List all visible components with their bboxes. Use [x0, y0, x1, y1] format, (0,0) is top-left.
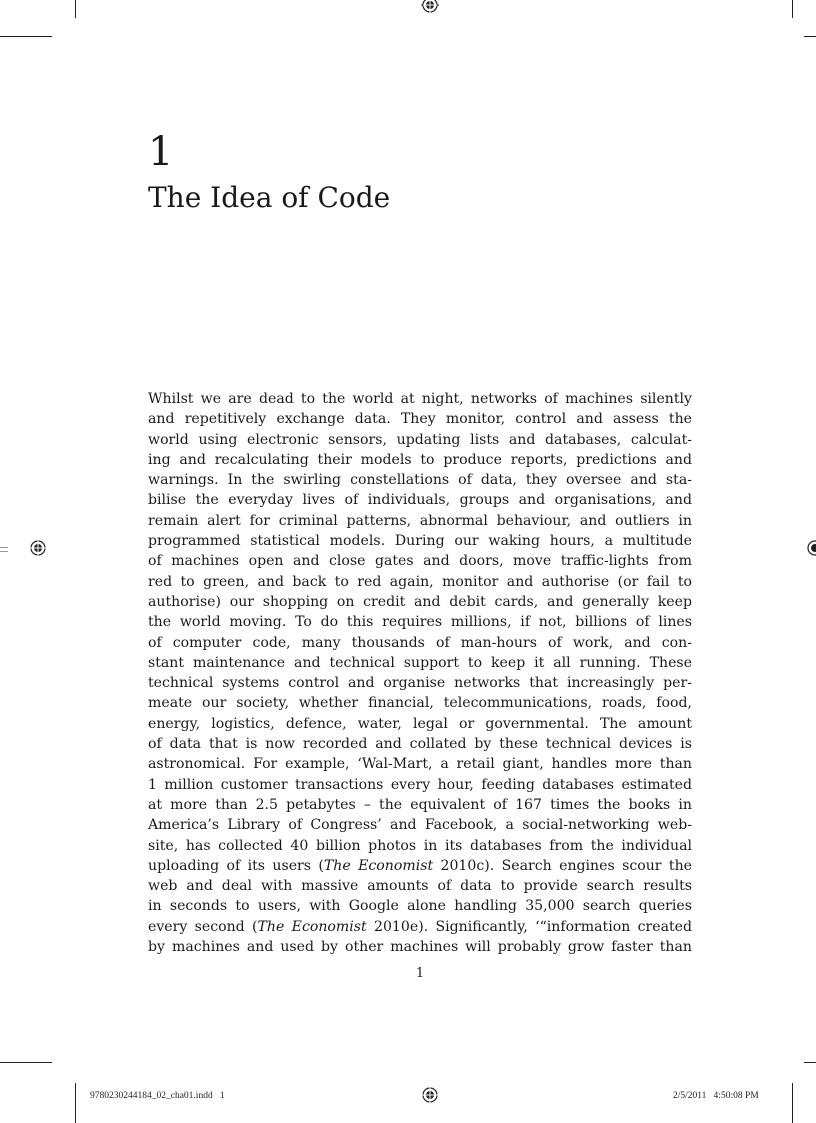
text-run: world using electronic sensors, updating lists and databases, calculat- [148, 431, 692, 448]
text-run: at more than 2.5 petabytes – the equivalent of 167 times the books in [148, 796, 692, 813]
text-run: authorise) our shopping on credit and debit cards, and generally keep [148, 593, 692, 610]
crop-mark [804, 36, 816, 37]
slug-filename: 9780230244184_02_cha01.indd 1 [90, 1091, 225, 1101]
crop-mark [75, 0, 76, 18]
text-line [148, 876, 692, 896]
text-run: technical systems control and organise networks that increasingly per- [148, 675, 692, 692]
text-line [148, 633, 692, 653]
crop-mark [0, 36, 52, 37]
text-line [148, 693, 692, 713]
text-run: 2010e). Significantly, ‘“information created [366, 918, 693, 935]
text-line [148, 714, 692, 734]
text-run: stant maintenance and technical support to keep it all running. These [148, 654, 692, 671]
body-paragraph [148, 389, 692, 957]
text-run: 1 million customer transactions every hour, feeding databases estimated [148, 776, 692, 793]
text-run: every second ( [148, 918, 258, 935]
text-run: astronomical. For example, ‘Wal-Mart, a retail giant, handles more than [148, 756, 692, 773]
text-line [148, 511, 692, 531]
registration-mark-icon [29, 539, 47, 557]
crop-mark [792, 1083, 793, 1123]
text-run: warnings. In the swirling constellations of data, they oversee and sta- [148, 472, 692, 489]
text-run: meate our society, whether financial, telecommunications, roads, food, [148, 695, 692, 712]
text-run: Whilst we are dead to the world at night, networks of machines silently [148, 391, 692, 407]
crop-mark [0, 551, 8, 552]
text-line [148, 775, 692, 795]
text-run: the world moving. To do this requires millions, if not, billions of lines [148, 614, 692, 631]
text-run: red to green, and back to red again, monitor and authorise (or fail to [148, 573, 692, 590]
text-line [148, 795, 692, 815]
text-line [148, 734, 692, 754]
chapter-number: 1 [148, 129, 174, 175]
text-line [148, 470, 692, 490]
text-line [148, 937, 692, 957]
text-run: of computer code, many thousands of man-hours of work, and con- [148, 634, 692, 651]
text-line [148, 612, 692, 632]
text-run: of machines open and close gates and doors, move traffic-lights from [148, 553, 692, 570]
text-line [148, 430, 692, 450]
text-line [148, 572, 692, 592]
text-run: of data that is now recorded and collated by these technical devices is [148, 736, 692, 753]
text-run: in seconds to users, with Google alone handling 35,000 search queries [148, 898, 692, 915]
text-run: ing and recalculating their models to produce reports, predictions and [148, 451, 692, 468]
crop-mark [0, 1062, 52, 1063]
text-run: programmed statistical models. During our waking hours, a multitude [148, 533, 692, 550]
text-line [148, 409, 692, 429]
text-line [148, 856, 692, 876]
crop-mark [804, 1062, 816, 1063]
text-line [148, 531, 692, 551]
text-run: and repetitively exchange data. They monitor, control and assess the [148, 411, 692, 428]
crop-mark [0, 547, 8, 548]
text-run: 2010c). Search engines scour the [433, 857, 692, 874]
text-run: America’s Library of Congress’ and Facebook, a social-networking web- [148, 817, 692, 834]
text-line [148, 389, 692, 409]
text-line [148, 836, 692, 856]
text-line [148, 490, 692, 510]
text-line [148, 896, 692, 916]
italic-citation: The Economist [323, 857, 434, 874]
text-run: remain alert for criminal patterns, abnormal behaviour, and outliers in [148, 512, 692, 529]
text-line [148, 673, 692, 693]
text-line [148, 754, 692, 774]
registration-mark-icon [421, 0, 439, 14]
crop-mark [792, 0, 793, 18]
chapter-title: The Idea of Code [148, 181, 391, 214]
registration-mark-icon [806, 539, 816, 557]
text-line [148, 815, 692, 835]
text-line [148, 592, 692, 612]
text-run: energy, logistics, defence, water, legal or governmental. The amount [148, 715, 692, 732]
text-line [148, 653, 692, 673]
text-run: uploading of its users ( [148, 857, 324, 874]
text-line [148, 551, 692, 571]
text-line [148, 450, 692, 470]
text-run: by machines and used by other machines will probably grow faster than [148, 939, 692, 956]
registration-mark-icon [421, 1086, 439, 1104]
text-run: site, has collected 40 billion photos in its databases from the individual [148, 837, 692, 854]
crop-mark [75, 1083, 76, 1123]
page-number: 1 [415, 966, 425, 981]
text-run: web and deal with massive amounts of data to provide search results [148, 878, 692, 895]
text-line [148, 917, 692, 937]
slug-timestamp: 2/5/2011 4:50:08 PM [673, 1091, 759, 1101]
italic-citation: The Economist [257, 918, 367, 935]
text-run: bilise the everyday lives of individuals, groups and organisations, and [148, 492, 692, 509]
